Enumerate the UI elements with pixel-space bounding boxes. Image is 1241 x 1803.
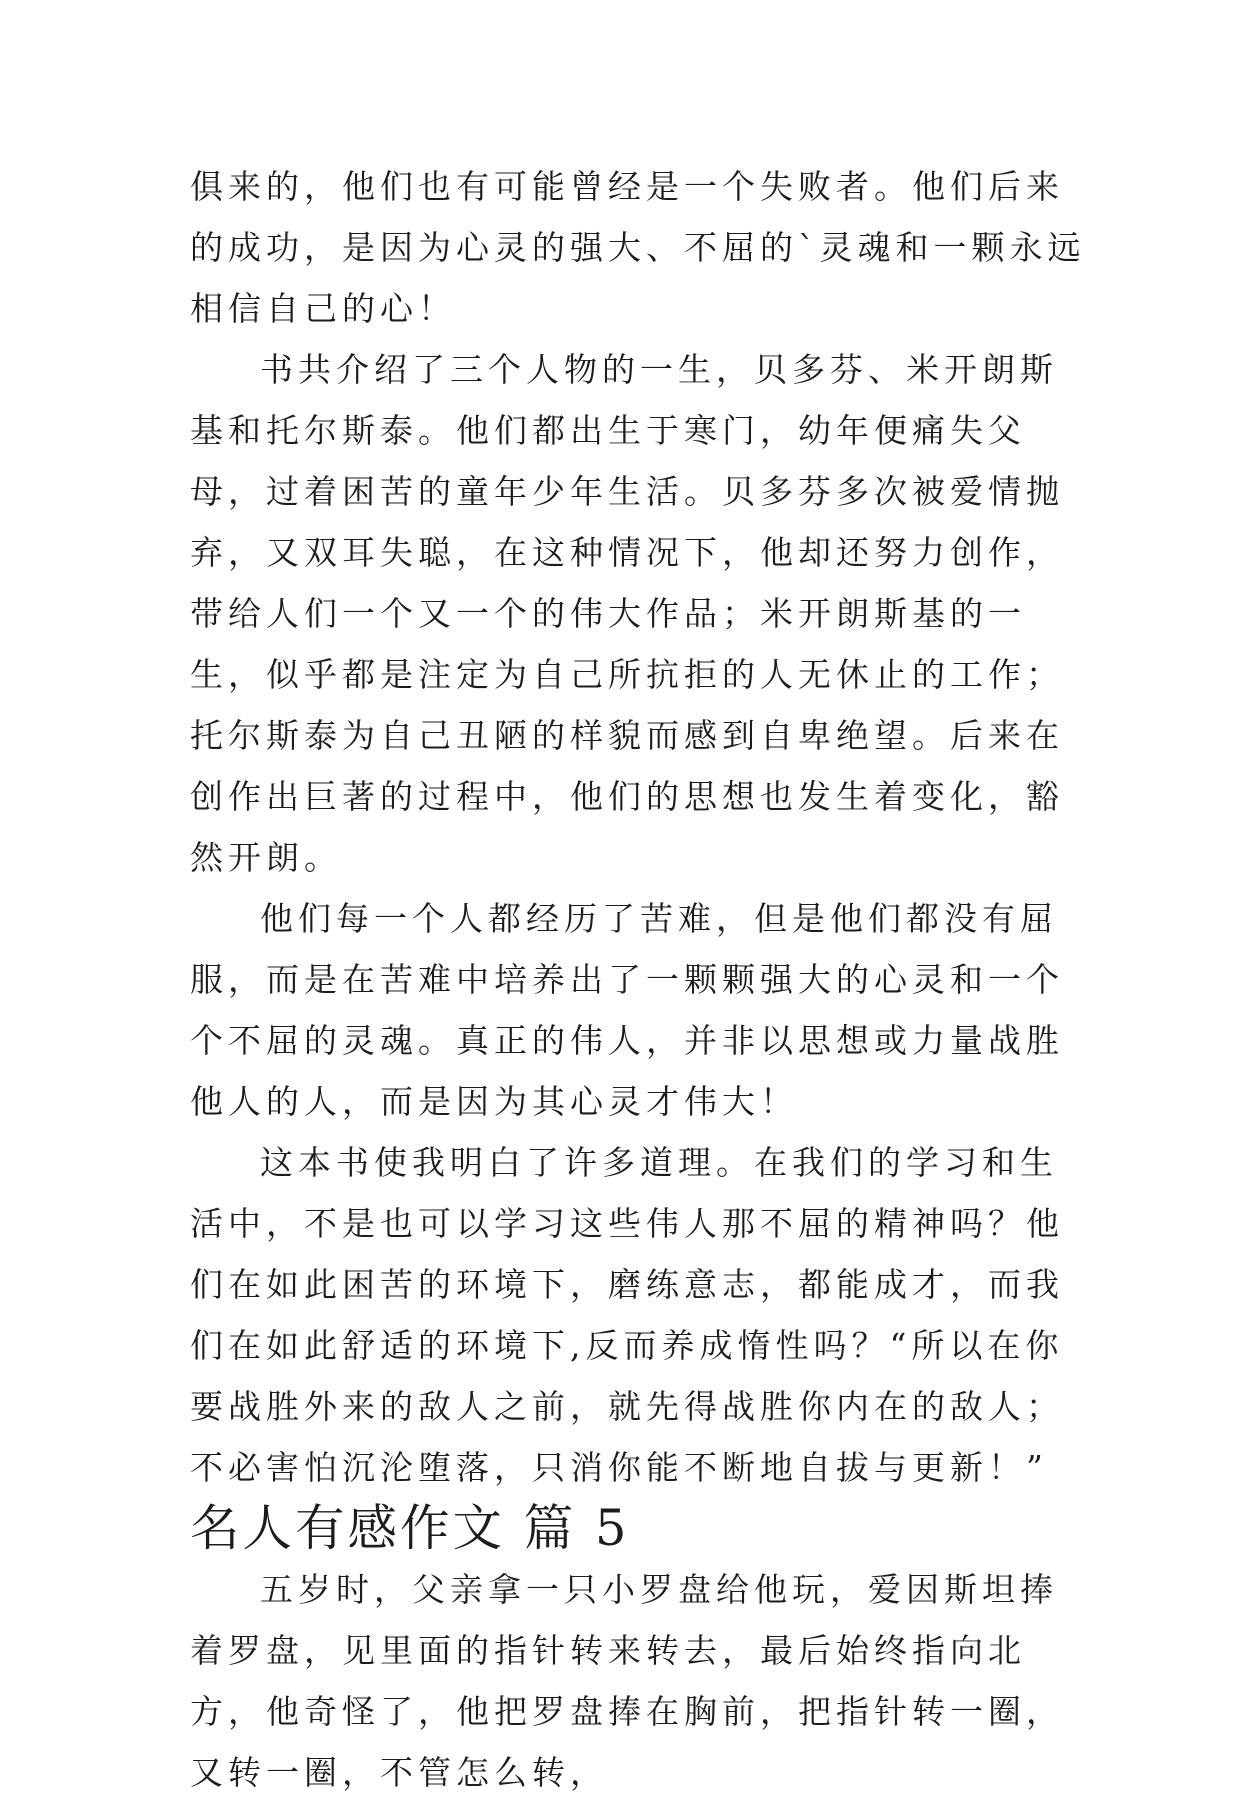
section-heading: 名人有感作文 篇 5 xyxy=(190,1499,630,1557)
paragraph-lessons: 这本书使我明白了许多道理。在我们的学习和生活中，不是也可以学习这些伟人那不屈的精神吗？他们在如此困苦的环境下，磨练意志，都能成才，而我们在如此舒适的环境下,反而养成惰性吗？“所以在你要战胜外来的敌人之前，就先得战胜你内在的敌人；不必害怕沉沦堕落，只消你能不断地自拔与更新！” xyxy=(190,1143,1064,1487)
paragraph-three-biographies: 书共介绍了三个人物的一生，贝多芬、米开朗斯基和托尔斯泰。他们都出生于寒门，幼年便痛失父母，过着困苦的童年少年生活。贝多芬多次被爱情抛弃，又双耳失聪，在这种情况下，他却还努力创作，带给人们一个又一个的伟大作品；米开朗斯基的一生，似乎都是注定为自己所抗拒的人无休止的工作；托尔斯泰为自己丑陋的样貌而感到自卑绝望。后来在创作出巨著的过程中，他们的思想也发生着变化，豁然开朗。 xyxy=(190,350,1064,877)
paragraph-hardship: 他们每一个人都经历了苦难，但是他们都没有屈服，而是在苦难中培养出了一颗颗强大的心灵和一个个不屈的灵魂。真正的伟人，并非以思想或力量战胜他人的人，而是因为其心灵才伟大！ xyxy=(190,899,1064,1121)
document-body xyxy=(190,156,1090,1803)
paragraph-continuation: 俱来的，他们也有可能曾经是一个失败者。他们后来的成功，是因为心灵的强大、不屈的`灵魂和一颗永远相信自己的心！ xyxy=(190,167,1086,328)
paragraph-einstein-compass: 五岁时，父亲拿一只小罗盘给他玩，爱因斯坦捧着罗盘，见里面的指针转来转去，最后始终指向北方，他奇怪了，他把罗盘捧在胸前，把指针转一圈，又转一圈，不管怎么转， xyxy=(190,1570,1064,1792)
